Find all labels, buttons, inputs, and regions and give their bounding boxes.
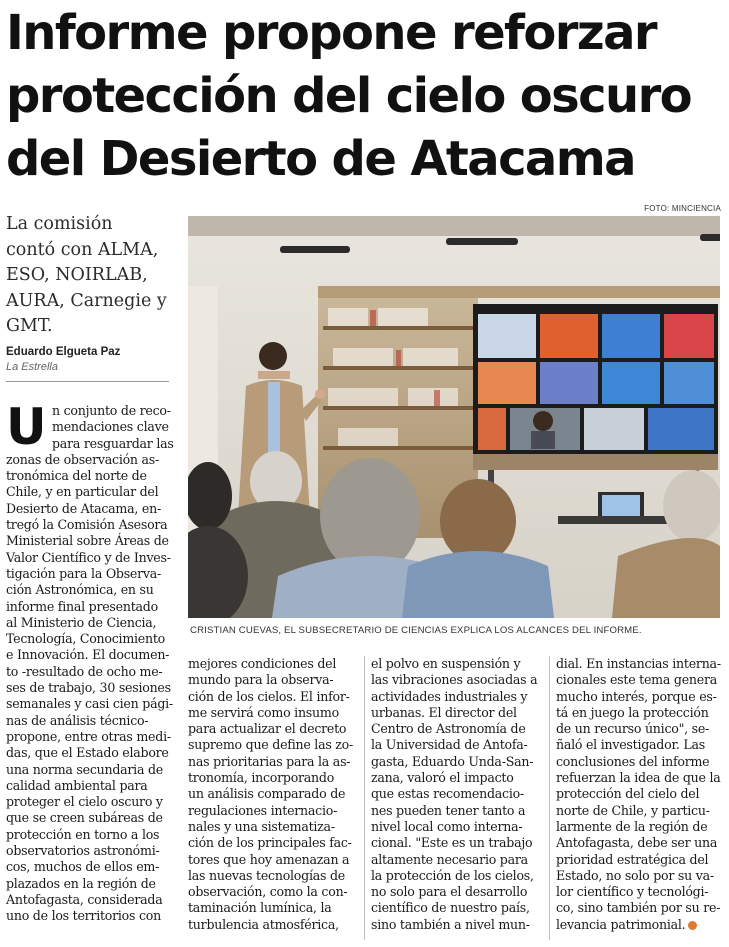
body-line: mejores condiciones del	[188, 656, 337, 671]
headline-line: del Desierto de Atacama	[6, 131, 635, 187]
body-column-1	[6, 398, 178, 925]
body-line: que se creen subáreas de	[6, 810, 163, 826]
body-line: las nuevas tecnologías de	[188, 867, 345, 883]
body-line: dial. En instancias interna-	[556, 656, 721, 671]
body-line: no solo para el desarrollo	[371, 884, 528, 900]
body-line: Ministerial sobre Áreas de	[6, 533, 169, 549]
body-line: tregó la Comisión Asesora	[6, 517, 168, 533]
body-line: proteger el cielo oscuro y	[6, 794, 163, 810]
body-line: cional. "Este es un trabajo	[371, 835, 533, 851]
photo-caption: CRISTIAN CUEVAS, EL SUBSECRETARIO DE CIENCIAS EXPLICA LOS ALCANCES DEL INFORME.	[190, 625, 642, 636]
body-line: tronomía, incorporando	[188, 770, 335, 786]
body-line: refuerzan la idea de que la	[556, 770, 721, 786]
body-line: nas prioritarias para la as-	[188, 753, 351, 769]
body-line: Tecnología, Conocimiento	[6, 631, 166, 647]
body-line: cos, muchos de ellos em-	[6, 859, 160, 875]
body-line: sino también a nivel mun-	[371, 916, 530, 932]
body-line: tronómica del norte de	[6, 468, 147, 484]
body-line: co, sino también por su re-	[556, 900, 721, 916]
body-line: la protección de los cielos,	[371, 867, 534, 883]
headline	[6, 2, 722, 191]
body-line: de un recurso único", se-	[556, 721, 710, 737]
end-mark-icon	[688, 921, 697, 930]
body-line: prioridad estratégica del	[556, 851, 709, 867]
body-line: Antofagasta, considerada	[6, 891, 163, 907]
body-line: nivel local como interna-	[371, 818, 523, 834]
deck-line: AURA, Carnegie y	[6, 290, 167, 311]
body-line: n conjunto de reco-	[52, 403, 171, 418]
deck-line: contó con ALMA,	[6, 239, 159, 260]
body-line: protección del cielo del	[556, 786, 700, 802]
body-line: ses de trabajo, 30 sesiones	[6, 680, 171, 696]
body-line: semanales y casi cien pági-	[6, 696, 173, 712]
body-line: tigación para la Observa-	[6, 565, 162, 581]
headline-line: protección del cielo oscuro	[6, 68, 692, 124]
body-line: ción de los principales fac-	[188, 835, 352, 851]
body-line: ción de los cielos. El infor-	[188, 688, 350, 704]
body-column-2	[188, 656, 358, 933]
body-line: cionales este tema genera	[556, 672, 717, 688]
body-line: una norma secundaria de	[6, 761, 163, 777]
body-line: al Ministerio de Ciencia,	[6, 614, 157, 630]
body-column-3	[371, 656, 541, 933]
body-line: larmente de la región de	[556, 818, 708, 834]
body-line: altamente necesario para	[371, 851, 528, 867]
body-line: urbanas. El director del	[371, 704, 517, 720]
body-line: observatorios astronómi-	[6, 843, 160, 859]
byline-author: Eduardo Elgueta Paz	[6, 346, 121, 358]
body-line: Chile, y en particular del	[6, 484, 159, 500]
headline-line: Informe propone reforzar	[6, 5, 656, 61]
body-column-4	[556, 656, 724, 933]
body-line: e Innovación. El documen-	[6, 647, 170, 663]
article-photo	[188, 216, 720, 618]
body-line: un análisis comparado de	[188, 786, 346, 802]
byline-divider	[6, 381, 169, 382]
body-line: lor científico y tecnológi-	[556, 884, 709, 900]
body-line: turbulencia atmosférica,	[188, 916, 339, 932]
body-line: gasta, Eduardo Unda-San-	[371, 753, 534, 769]
dropcap: U	[6, 398, 47, 456]
body-line: Estado, no solo por su va-	[556, 867, 714, 883]
body-line: para actualizar el decreto	[188, 721, 347, 737]
body-line: norte de Chile, y particu-	[556, 802, 710, 818]
body-line: levancia patrimonial.	[556, 917, 724, 933]
photo-credit: FOTO: MINCIENCIA	[644, 204, 721, 213]
body-line: Valor Científico y de Inves-	[6, 549, 171, 565]
body-line: plazados en la región de	[6, 875, 156, 891]
body-line: regulaciones internacio-	[188, 802, 338, 818]
body-line: propone, entre otras medi-	[6, 728, 171, 744]
body-line: calidad ambiental para	[6, 777, 148, 793]
body-line: tá en juego la protección	[556, 704, 709, 720]
body-line: nales y una sistematiza-	[188, 818, 335, 834]
body-line: que estas recomendacio-	[371, 786, 524, 802]
deck-line: ESO, NOIRLAB,	[6, 265, 148, 285]
body-line: Centro de Astronomía de	[371, 721, 526, 737]
body-line: científico de nuestro país,	[371, 900, 530, 916]
body-line: nes pueden tener tanto a	[371, 802, 526, 818]
video-tiles	[478, 314, 714, 450]
body-line: tores que hoy amenazan a	[188, 851, 350, 867]
body-line: zana, valoró el impacto	[371, 770, 514, 786]
body-line: Desierto de Atacama, en-	[6, 500, 161, 516]
deck-line: La comisión	[6, 214, 113, 234]
body-line: observación, como la con-	[188, 884, 348, 900]
byline-outlet: La Estrella	[6, 361, 58, 373]
body-line: ñaló el investigador. Las	[556, 737, 705, 753]
body-line: protección en torno a los	[6, 826, 160, 842]
body-line: me servirá como insumo	[188, 704, 339, 720]
body-line: zonas de observación as-	[6, 451, 160, 467]
body-line: la Universidad de Antofa-	[371, 737, 528, 753]
body-line: las vibraciones asociadas a	[371, 672, 538, 688]
body-line: to -resultado de ocho me-	[6, 663, 163, 679]
body-line: informe final presentado	[6, 598, 158, 614]
column-divider	[364, 656, 365, 940]
body-line: uno de los territorios con	[6, 908, 161, 924]
body-line: el polvo en suspensión y	[371, 656, 521, 671]
deck	[6, 212, 181, 340]
column-divider	[549, 656, 550, 940]
body-line: mundo para la observa-	[188, 672, 334, 688]
body-line: para resguardar las	[52, 435, 174, 451]
body-line: mucho interés, porque es-	[556, 688, 717, 704]
body-line: nas de análisis técnico-	[6, 712, 149, 728]
deck-line: GMT.	[6, 316, 53, 336]
photo-illustration	[188, 216, 720, 618]
body-line: mendaciones clave	[52, 419, 169, 435]
body-line: Antofagasta, debe ser una	[556, 835, 718, 851]
body-line: das, que el Estado elabore	[6, 745, 169, 761]
body-line: taminación lumínica, la	[188, 900, 332, 916]
body-line: actividades industriales y	[371, 688, 528, 704]
body-line: supremo que define las zo-	[188, 737, 354, 753]
body-line: ción Astronómica, en su	[6, 582, 154, 598]
body-line: conclusiones del informe	[556, 753, 710, 769]
